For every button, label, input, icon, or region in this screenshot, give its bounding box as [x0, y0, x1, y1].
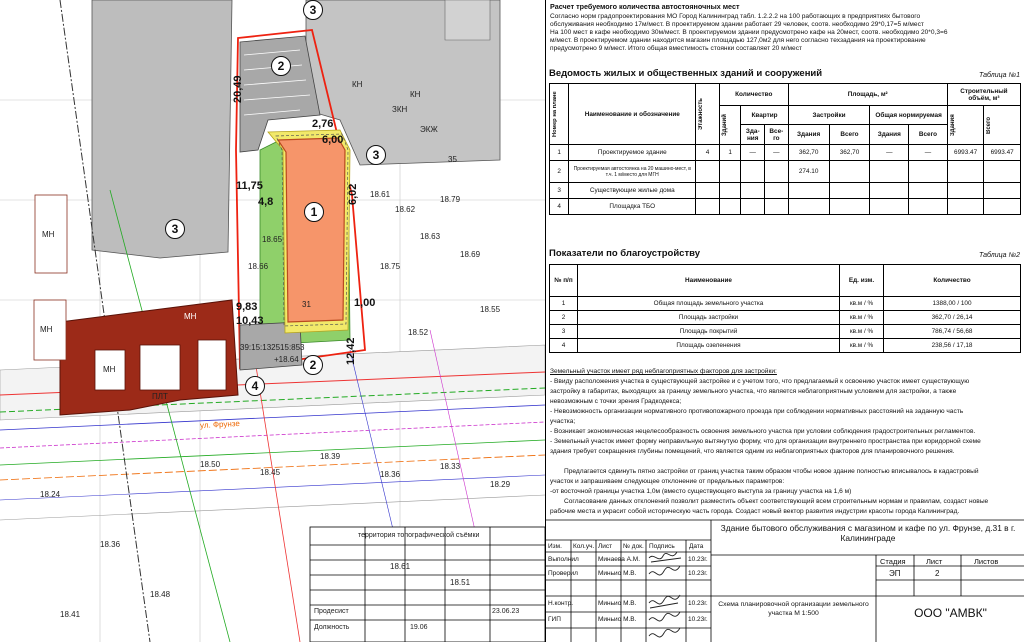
table-cell: 4 [550, 199, 569, 215]
table-cell: 1 [719, 145, 741, 161]
col-header: Ед. изм. [840, 265, 884, 297]
stamp-role: Н.контр. [548, 600, 574, 607]
table2-title: Показатели по благоустройству [549, 248, 701, 259]
table-cell: 786,74 / 56,68 [884, 325, 1021, 339]
stamp-cell: 23.06.23 [492, 608, 520, 615]
elevation-mark: 18.50 [200, 460, 221, 469]
zone-number: 1 [304, 202, 324, 222]
elevation-mark: 18.36 [380, 470, 401, 479]
map-label: ЭКЖ [420, 125, 438, 134]
table-cell: Площадка ТБО [569, 199, 696, 215]
elevation-mark: 18.79 [440, 195, 461, 204]
note-line: участка; [550, 418, 576, 425]
title-block-frame [546, 0, 1024, 642]
elevation-mark: 18.48 [150, 590, 171, 599]
dimension-label: 6,00 [322, 134, 344, 146]
stamp-name: Минаева А.М. [598, 556, 641, 563]
table-cell: 3 [550, 325, 578, 339]
table-cell: Площадь покрытий [578, 325, 840, 339]
zone-number: 2 [303, 355, 323, 375]
dimension-label: 20,49 [232, 75, 244, 103]
col-header: Наименование [578, 265, 840, 297]
stamp-header: Изм. [548, 543, 562, 550]
col-header: Наименование и обозначение [569, 84, 696, 145]
col-header: Застройки [788, 106, 870, 125]
existing-building-left [92, 0, 232, 258]
elevation-mark: 18.45 [260, 468, 281, 477]
note-line: -от восточной границы участка 1,0м (вместо существующего выступа за границу участка на 1,6 м) [550, 488, 852, 495]
note-line: участок и запрашиваем следующее отклонение от предельных параметров: [550, 478, 785, 485]
dimension-label: 10,43 [236, 315, 264, 327]
table-cell: 2 [550, 311, 578, 325]
scheme-title: Схема планировочной организации земельного участка М 1:500 [718, 601, 869, 617]
table-cell: 1 [550, 145, 569, 161]
parking-calc-line: предусмотрено 9 м/мест. Итого общая вместимость стоянки составляет 20 м/мест [550, 45, 803, 52]
table-cell: — [909, 145, 948, 161]
col-header: Площадь, м² [788, 84, 947, 106]
table-cell: Проектируемое здание [569, 145, 696, 161]
elevation-mark: 18.33 [440, 462, 461, 471]
col-header: Зданий [719, 106, 741, 145]
elevation-mark: 18.69 [460, 250, 481, 259]
map-label: ПЛТ [152, 392, 168, 401]
proposed-building [278, 138, 345, 322]
table-cell: 238,56 / 17,18 [884, 339, 1021, 353]
stamp-header: Лист [926, 557, 943, 566]
dimension-label: 2,76 [312, 118, 334, 130]
col-header: № п/п [550, 265, 578, 297]
elevation-mark: 18.63 [420, 232, 441, 241]
elevation-mark: 18.65 [262, 235, 283, 244]
parking-calc-line: м/мест. В проектируемом здании находится магазин площадью 127,0м2 для него согласно техзадания на проектирование [550, 37, 926, 44]
table-cell: Площадь озеленения [578, 339, 840, 353]
table-cell: кв.м / % [840, 297, 884, 311]
col-header: Количество [884, 265, 1021, 297]
parking-calc-line: Согласно норм градопроектирования МО Город Калининград табл. 1.2.2.2 на 100 работающих в предприятиях бытового [550, 13, 921, 20]
elevation-mark: 18.75 [380, 262, 401, 271]
survey-territory-label: территория топографической съёмки [358, 532, 480, 539]
note-line: рабочие места и украсит собой историческую часть города. Создаст новый вектор развития индустрии красоты города Калининград. [550, 508, 960, 515]
parking-calc-line: На 100 мест в кафе необходимо 30м/мест. В проектируемом здании предусмотрено кафе на 20мест, соотв. необходимо 20*0,3=6 [550, 29, 948, 36]
dimension-label: 4,8 [258, 196, 274, 208]
note-line: Согласование данных отклонений позволит разместить объект соответствующий всем строительным нормам и правилам, создаст новые [564, 498, 989, 505]
table-cell: кв.м / % [840, 325, 884, 339]
col-header: Зда-ния [741, 125, 765, 145]
zone-number: 3 [165, 219, 185, 239]
note-line: Земельный участок имеет ряд неблагоприятных факторов для застройки: [550, 368, 777, 375]
zone-number: 3 [303, 0, 323, 20]
note-line: - Возникает экономическая нецелесообразность освоения земельного участка при условии соблюдения градостроительных регламентов. [550, 428, 976, 435]
elevation-mark: 18.39 [320, 452, 341, 461]
note-line: невозможным с точки зрения Градкодекса; [550, 398, 682, 405]
col-header: Этажность [696, 84, 720, 145]
map-label: КН [410, 90, 421, 99]
dimension-label: 11,75 [236, 180, 263, 192]
stamp-header: Стадия [880, 557, 906, 566]
stamp-date: 10.23г. [688, 600, 708, 607]
info-panel [545, 0, 1024, 642]
elevation-mark: 18.36 [100, 540, 121, 549]
stamp-header: Кол.уч. [573, 543, 595, 550]
street-name: ул. Фрунзе [199, 418, 241, 431]
table-cell: 4 [550, 339, 578, 353]
signature-marks [649, 552, 681, 637]
col-header: Все-го [765, 125, 789, 145]
table-cell: 362,70 / 26,14 [884, 311, 1021, 325]
elevation-mark: 18.52 [408, 328, 429, 337]
dimension-label: 12,42 [345, 337, 357, 365]
stamp-role: Проверил [548, 570, 578, 577]
dimension-label: 1,00 [354, 297, 376, 309]
dimension-label: 9,83 [236, 301, 258, 313]
elevation-mark: 18.51 [450, 578, 471, 587]
table-cell: 362,70 [829, 145, 870, 161]
map-label: МН [103, 365, 116, 374]
col-header: Всего [829, 125, 870, 145]
stamp-cell: Продесист [314, 608, 349, 615]
col-header: Общая нормируемая [870, 106, 947, 125]
stamp-header: Подпись [649, 543, 675, 550]
col-header: Всего [909, 125, 948, 145]
stamp-name: Миньио М.В. [598, 600, 637, 607]
stage-value: ЭП [889, 569, 901, 578]
stamp-header: Лист [598, 543, 613, 550]
elevation-mark: +18.64 [274, 355, 299, 364]
table2-number: Таблица №2 [978, 252, 1020, 259]
elevation-mark: 18.66 [248, 262, 269, 271]
table-cell: кв.м / % [840, 339, 884, 353]
map-label: 35 [448, 155, 457, 164]
col-header: Квартир [741, 106, 788, 125]
map-label: МН [40, 325, 53, 334]
col-header: Строительный объём, м³ [947, 84, 1020, 106]
stamp-name: Миньио М.В. [598, 616, 637, 623]
parking-calc-title: Расчет требуемого количества автостояночных мест [550, 2, 740, 11]
elevation-mark: 18.29 [490, 480, 511, 489]
cadastral-number: 39:15:132515:853 [240, 343, 305, 352]
col-header: Всего [984, 106, 1021, 145]
elevation-mark: 18.61 [390, 562, 411, 571]
table-cell: кв.м / % [840, 311, 884, 325]
table-cell: Существующие жилые дома [569, 183, 696, 199]
table-cell: Площадь застройки [578, 311, 840, 325]
col-header: Здания [788, 125, 829, 145]
elevation-mark: 18.62 [395, 205, 416, 214]
table-cell: Проектируемая автостоянка на 20 машино-мест, в т.ч. 1 м/место для МГН [569, 161, 696, 183]
stamp-role: Выполнил [548, 556, 579, 563]
note-line: - Земельный участок имеет форму неправильную вытянутую форму, что для организации внутреннего пространства при коридорной схеме [550, 438, 981, 445]
table1-title: Ведомость жилых и общественных зданий и сооружений [549, 68, 823, 79]
stamp-name: Миньио М.В. [598, 570, 637, 577]
note-line: здания требует сокращения глубины помещений, что является одним из неблагоприятных факторов для планировочного решения. [550, 448, 955, 455]
dimension-label: 6,02 [347, 183, 359, 205]
stamp-date: 10.23г. [688, 570, 708, 577]
stamp-date: 10.23г. [688, 556, 708, 563]
map-label: КН [352, 80, 363, 89]
table-cell: 6993.47 [984, 145, 1021, 161]
col-header: Номер на плане [550, 84, 569, 145]
stamp-cell: 19.06 [410, 624, 428, 631]
stamp-header: № док. [623, 543, 644, 550]
note-line: - Ввиду расположения участка в существующей застройке и с учетом того, что предлагаемый к освоению участок имеет существующую [550, 378, 970, 385]
stamp-header: Листов [974, 557, 999, 566]
zone-number: 2 [271, 56, 291, 76]
col-header: Количество [719, 84, 788, 106]
elevation-mark: 18.55 [480, 305, 501, 314]
col-header: Здания [870, 125, 909, 145]
table-cell: 3 [550, 183, 569, 199]
stamp-role: ГИП [548, 616, 561, 623]
note-line: - Невозможность организации нормативного противопожарного проезда при соблюдении нормативных расстояний на заданную часть [550, 408, 964, 415]
project-title: Здание бытового обслуживания с магазином и кафе по ул. Фрунзе, д.31 в г. Калининграде [720, 523, 1016, 543]
map-label: 31 [302, 300, 311, 309]
map-label: МН [42, 230, 55, 239]
table-cell: — [741, 145, 765, 161]
stamp-header: Дата [689, 543, 704, 550]
map-label: ЗКН [392, 105, 408, 114]
parking-calc-line: обслуживания необходимо 17м/мест. В проектируемом здании работает 29 человек, соотв. необходимо 29*0,17=5 м/мест [550, 21, 924, 28]
table-cell: Общая площадь земельного участка [578, 297, 840, 311]
table-cell: 274.10 [788, 161, 829, 183]
zone-number: 4 [245, 376, 265, 396]
table-cell: — [870, 145, 909, 161]
table1-number: Таблица №1 [978, 72, 1020, 79]
zone-number: 3 [366, 145, 386, 165]
table-cell: 6993.47 [947, 145, 984, 161]
elevation-mark: 18.61 [370, 190, 391, 199]
company-name: ООО "АМВК" [914, 606, 987, 620]
elevation-mark: 18.41 [60, 610, 81, 619]
map-label: МН [184, 312, 197, 321]
sheet-value: 2 [935, 569, 940, 578]
table-cell: 1388,00 / 100 [884, 297, 1021, 311]
table-cell: 2 [550, 161, 569, 183]
table-cell: — [765, 145, 789, 161]
table-cell: 1 [550, 297, 578, 311]
table-cell: 362,70 [788, 145, 829, 161]
note-line: застройку в габаритах, выходящих за границу земельного участка, что является неблагоприятным условием для застройки, а также [550, 388, 957, 395]
stamp-date: 10.23г. [688, 616, 708, 623]
table-cell: 4 [696, 145, 720, 161]
col-header: Здания [947, 106, 984, 145]
elevation-mark: 18.24 [40, 490, 61, 499]
note-line: Предлагается сдвинуть пятно застройки от границ участка таким образом чтобы новое здание полностью вписывалось в кадастровый [564, 468, 979, 475]
stamp-cell: Должность [314, 624, 350, 631]
